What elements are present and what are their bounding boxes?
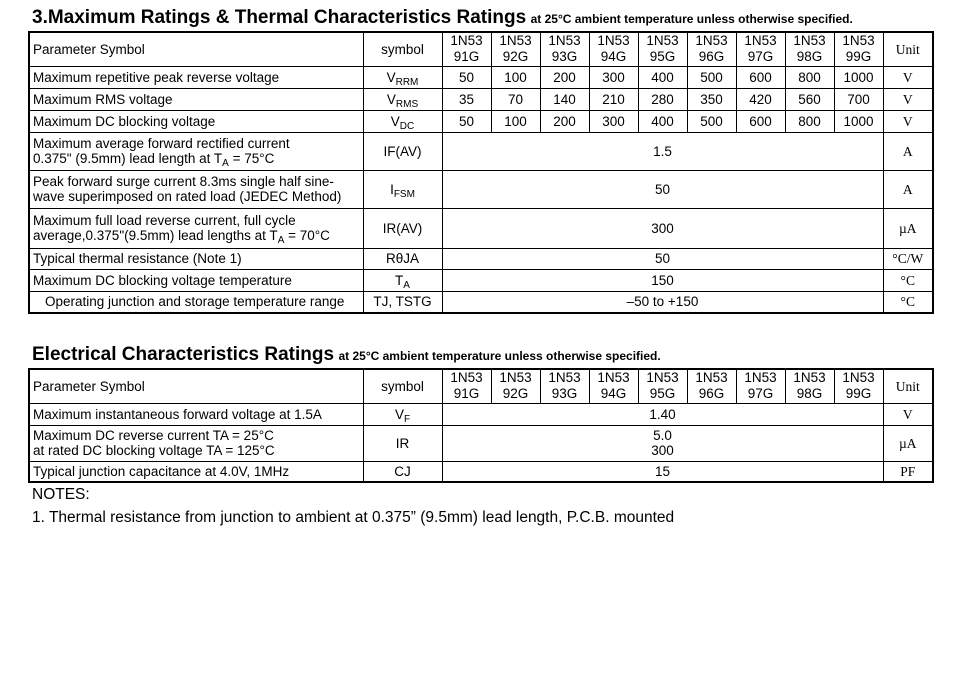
row-unit: V [883,66,933,88]
row-parameter: Typical thermal resistance (Note 1) [29,248,363,269]
header-part: 1N53 92G [491,32,540,66]
row-value: 1.40 [442,403,883,425]
header-part: 1N53 91G [442,369,491,403]
table-row [29,248,933,269]
table-row [29,66,933,88]
row-value: 500 [687,66,736,88]
row-unit: A [883,132,933,170]
row-value: 210 [589,88,638,110]
row-symbol: $V_{RMS}$ [363,88,442,110]
row-value: 800 [785,110,834,132]
table-header-row [29,369,933,403]
header-part: 1N53 92G [491,369,540,403]
section1-heading [32,7,853,29]
header-part: 1N53 95G [638,32,687,66]
notes-label: NOTES: [32,486,90,503]
row-symbol: $I_{FSM}$ [363,170,442,208]
row-parameter: Operating junction and storage temperature range [29,291,363,313]
row-value: 1000 [834,66,883,88]
header-part: 1N53 91G [442,32,491,66]
table-header-row [29,32,933,66]
row-value: 1.5 [442,132,883,170]
row-value: 1000 [834,110,883,132]
row-value: 420 [736,88,785,110]
section2-title: Electrical Characteristics Ratings [32,344,335,365]
table-row [29,403,933,425]
header-part: 1N53 96G [687,32,736,66]
row-parameter: Maximum DC blocking voltage temperature [29,269,363,291]
row-value: 140 [540,88,589,110]
header-part: 1N53 94G [589,32,638,66]
row-value: 600 [736,66,785,88]
row-value: 350 [687,88,736,110]
table-row [29,461,933,482]
row-parameter: Maximum full load reverse current, full cycle average,0.375"(9.5mm) lead lengths at $T_A = 70^\circ C$ [29,208,363,248]
row-value: 400 [638,110,687,132]
row-value: 50 [442,248,883,269]
row-unit: A [883,170,933,208]
row-value: 400 [638,66,687,88]
header-symbol: symbol [363,369,442,403]
header-part: 1N53 99G [834,32,883,66]
row-symbol: $V_{RRM}$ [363,66,442,88]
row-value: 800 [785,66,834,88]
row-value: 560 [785,88,834,110]
row-unit: V [883,88,933,110]
header-part: 1N53 97G [736,369,785,403]
row-value: 600 [736,110,785,132]
table-row [29,208,933,248]
row-parameter: Maximum DC reverse current TA = 25°C at rated DC blocking voltage TA = 125°C [29,425,363,461]
header-parameter: Parameter Symbol [29,369,363,403]
section2-heading [32,344,661,366]
row-value: 500 [687,110,736,132]
row-value: 280 [638,88,687,110]
electrical-characteristics-table [28,368,934,483]
table-row [29,269,933,291]
header-part: 1N53 98G [785,369,834,403]
row-unit: °C [883,291,933,313]
header-part: 1N53 98G [785,32,834,66]
row-value: 15 [442,461,883,482]
row-unit: °C [883,269,933,291]
header-part: 1N53 96G [687,369,736,403]
table-row [29,170,933,208]
row-symbol: RθJA [363,248,442,269]
section1-title: 3.Maximum Ratings & Thermal Characteristics Ratings [32,7,527,28]
row-value: –50 to +150 [442,291,883,313]
row-symbol: $V_F$ [363,403,442,425]
row-parameter: Maximum repetitive peak reverse voltage [29,66,363,88]
row-value: 35 [442,88,491,110]
maximum-ratings-table [28,31,934,314]
table-row [29,88,933,110]
row-symbol: IR [363,425,442,461]
row-unit: µA [883,208,933,248]
row-value: 70 [491,88,540,110]
row-symbol: TJ, TSTG [363,291,442,313]
row-parameter: Maximum average forward rectified current 0.375" (9.5mm) lead length at $T_A = 75^\circ C$ [29,132,363,170]
row-value: 150 [442,269,883,291]
row-value: 100 [491,110,540,132]
note-item: 1. Thermal resistance from junction to ambient at 0.375” (9.5mm) lead length, P.C.B. mounted [32,509,675,526]
table-row [29,425,933,461]
row-value: 300 [589,110,638,132]
row-value: 200 [540,110,589,132]
header-symbol: symbol [363,32,442,66]
row-unit: PF [883,461,933,482]
header-part: 1N53 93G [540,32,589,66]
row-symbol: $V_{DC}$ [363,110,442,132]
row-value: 50 [442,170,883,208]
header-unit: Unit [883,32,933,66]
row-parameter: Maximum instantaneous forward voltage at 1.5A [29,403,363,425]
row-parameter: Maximum RMS voltage [29,88,363,110]
header-unit: Unit [883,369,933,403]
row-parameter: Peak forward surge current 8.3ms single half sine- wave superimposed on rated load (JEDEC Method) [29,170,363,208]
row-value: 50 [442,66,491,88]
row-symbol: $T_A$ [363,269,442,291]
table-row [29,291,933,313]
header-parameter: Parameter Symbol [29,32,363,66]
row-value: 300 [589,66,638,88]
row-value: 200 [540,66,589,88]
row-value: 700 [834,88,883,110]
row-unit: V [883,110,933,132]
section1-subtitle: at 25°C ambient temperature unless otherwise specified. [530,12,853,26]
row-value: 50 [442,110,491,132]
header-part: 1N53 97G [736,32,785,66]
header-part: 1N53 93G [540,369,589,403]
row-unit: µA [883,425,933,461]
row-parameter: Maximum DC blocking voltage [29,110,363,132]
section2-subtitle: at 25°C ambient temperature unless otherwise specified. [338,349,661,363]
row-value: 5.0 300 [442,425,883,461]
row-unit: °C/W [883,248,933,269]
row-value: 300 [442,208,883,248]
table-row [29,110,933,132]
row-parameter: Typical junction capacitance at 4.0V, 1MHz [29,461,363,482]
header-part: 1N53 94G [589,369,638,403]
header-part: 1N53 99G [834,369,883,403]
row-value: 100 [491,66,540,88]
header-part: 1N53 95G [638,369,687,403]
row-symbol: CJ [363,461,442,482]
row-symbol: IF(AV) [363,132,442,170]
table-row [29,132,933,170]
row-unit: V [883,403,933,425]
row-symbol: IR(AV) [363,208,442,248]
